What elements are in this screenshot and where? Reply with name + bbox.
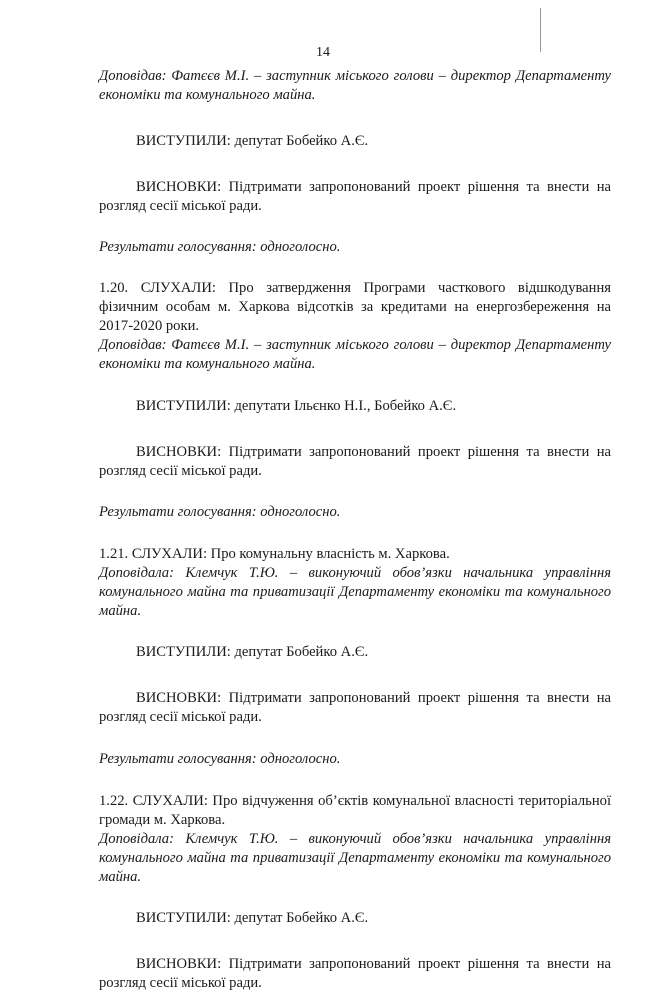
conclusion-paragraph: ВИСНОВКИ: Підтримати запропонований проект рішення та внести на розгляд сесії міської ради. [99,690,611,725]
spoke-line: ВИСТУПИЛИ: депутати Ільєнко Н.І., Бобейко А.Є. [136,398,457,414]
spoke-line: ВИСТУПИЛИ: депутат Бобейко А.Є. [136,910,369,926]
spoke-line: ВИСТУПИЛИ: депутат Бобейко А.Є. [136,644,369,660]
document-body [99,67,611,993]
reporter-line: Доповідала: Клемчук Т.Ю. – виконуючий обов’язки начальника управління комунального майна та приватизації Департаменту економіки та комунального майна. [99,831,611,885]
heard-item-1-21: 1.21. СЛУХАЛИ: Про комунальну власність м. Харкова. [99,546,450,562]
reporter-line: Доповідав: Фатєєв М.І. – заступник міського голови – директор Департаменту економіки та комунального майна. [99,337,611,372]
page-number: 14 [316,45,330,60]
spoke-line: ВИСТУПИЛИ: депутат Бобейко А.Є. [136,133,369,149]
vote-result: Результати голосування: одноголосно. [99,239,341,255]
conclusion-paragraph: ВИСНОВКИ: Підтримати запропонований проект рішення та внести на розгляд сесії міської ради. [99,956,611,991]
reporter-line: Доповідав: Фатєєв М.І. – заступник міського голови – директор Департаменту економіки та комунального майна. [99,68,611,103]
vote-result: Результати голосування: одноголосно. [99,751,341,767]
conclusion-paragraph: ВИСНОВКИ: Підтримати запропонований проект рішення та внести на розгляд сесії міської ради. [99,179,611,214]
heard-item-1-22: 1.22. СЛУХАЛИ: Про відчуження об’єктів комунальної власності територіальної громади м. Харкова. [99,793,611,828]
vote-result: Результати голосування: одноголосно. [99,504,341,520]
conclusion-paragraph: ВИСНОВКИ: Підтримати запропонований проект рішення та внести на розгляд сесії міської ради. [99,444,611,479]
heard-item-1-20: 1.20. СЛУХАЛИ: Про затвердження Програми часткового відшкодування фізичним особам м. Харкова відсотків за кредитами на енергозбереження на 2017-2020 роки. [99,280,611,334]
reporter-line: Доповідала: Клемчук Т.Ю. – виконуючий обов’язки начальника управління комунального майна та приватизації Департаменту економіки та комунального майна. [99,565,611,619]
